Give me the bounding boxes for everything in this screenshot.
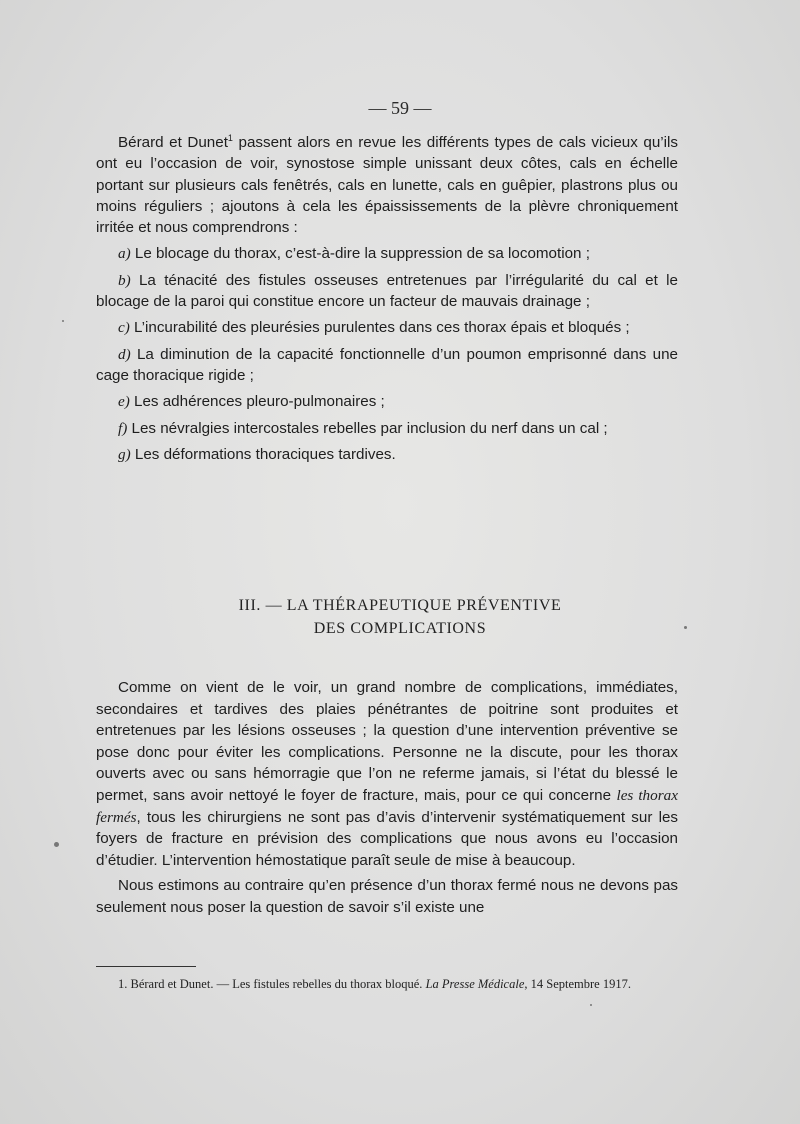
paragraph-1-start: Comme on vient de le voir, un grand nombre de complications, immédiates, secondaires et tardives des plaies pénétrantes de poitrine sont produites et entretenues par les lésions osseuses ; la question d’une intervention préventive se pose donc pour éviter les complications. Personne ne la discute, pour les thorax ouverts avec ou sans hémorragie que l’on ne referme jamais, si l’état du blessé le permet, sans avoir nettoyé le foyer de fracture, mais, pour ce qui concerne	[96, 679, 678, 804]
list-text: Les déformations thoraciques tardives.	[130, 445, 396, 463]
paper-speck	[590, 1004, 592, 1006]
list-text: L’incurabilité des pleurésies purulentes dans ces thorax épais et bloqués ;	[129, 319, 630, 337]
paragraph-2: Nous estimons au contraire qu’en présence d’un thorax fermé nous ne devons pas seulement nous poser la question de savoir s’il existe une	[96, 877, 678, 916]
list-letter: d)	[118, 345, 131, 363]
list-item-b	[96, 270, 678, 313]
section-heading-line-1: III. — LA THÉRAPEUTIQUE PRÉVENTIVE	[238, 597, 562, 614]
section-heading	[0, 594, 800, 640]
list-letter: f)	[118, 419, 128, 437]
list-text: La diminution de la capacité fonctionnelle d’un poumon emprisonné dans une cage thoracique rigide ;	[96, 345, 678, 384]
list-text: Les névralgies intercostales rebelles par inclusion du nerf dans un cal ;	[127, 419, 608, 437]
list-letter: c)	[118, 319, 130, 337]
list-text: Le blocage du thorax, c’est-à-dire la suppression de sa locomotion ;	[130, 245, 590, 263]
footnote-marker: 1	[227, 132, 233, 143]
list-item-f	[96, 418, 678, 439]
list-item-a	[96, 243, 678, 264]
page-number: — 59 —	[368, 98, 432, 118]
list-item-e	[96, 391, 678, 412]
section-heading-line-2: DES COMPLICATIONS	[313, 620, 487, 637]
list-item-c	[96, 317, 678, 338]
list-letter: e)	[118, 393, 130, 411]
paragraph-1-italic: les thorax fermés	[96, 786, 678, 826]
footnote-end: , 14 Septembre 1917.	[524, 977, 631, 991]
paper-speck	[684, 626, 687, 629]
list-letter: a)	[118, 245, 131, 263]
paragraph-1	[96, 677, 678, 871]
paper-speck	[62, 320, 64, 322]
footnote-journal: La Presse Médicale	[425, 977, 525, 991]
list-letter: b)	[118, 271, 131, 289]
list-item-g	[96, 444, 678, 465]
intro-rest: passent alors en revue les différents types de cals vicieux qu’ils ont eu l’occasion de voir, synostose simple unissant deux côtes, cals en échelle portant sur plusieurs cals fenêtrés, cals en lunette, cals en guêpier, plastrons plus ou moins réguliers ; ajoutons à cela les épaississements de la plèvre chroniquement irritée et nous comprendrons :	[96, 134, 679, 237]
paper-speck	[54, 842, 59, 847]
list-item-d	[96, 344, 678, 387]
intro-paragraph	[96, 132, 678, 238]
intro-section	[96, 132, 678, 465]
paragraph-1-end: , tous les chirurgiens ne sont pas d’avis d’intervenir systématiquement sur les foyers de fracture en prévision des complications que nous avons eu l’occasion d’étudier. L’intervention hémostatique paraît seule de mise à beaucoup.	[96, 808, 678, 869]
main-section	[96, 677, 678, 919]
list-text: La ténacité des fistules osseuses entretenues par l’irrégularité du cal et le blocage de la paroi qui constitue encore un facteur de mauvais drainage ;	[96, 271, 678, 311]
list-letter: g)	[118, 445, 131, 463]
footnote-divider	[96, 966, 196, 967]
intro-lead: Bérard et Dunet	[118, 134, 228, 151]
list-text: Les adhérences pleuro-pulmonaires ;	[129, 393, 385, 411]
footnote-start: 1. Bérard et Dunet. — Les fistules rebelles du thorax bloqué.	[118, 977, 426, 991]
footnote	[96, 976, 678, 993]
